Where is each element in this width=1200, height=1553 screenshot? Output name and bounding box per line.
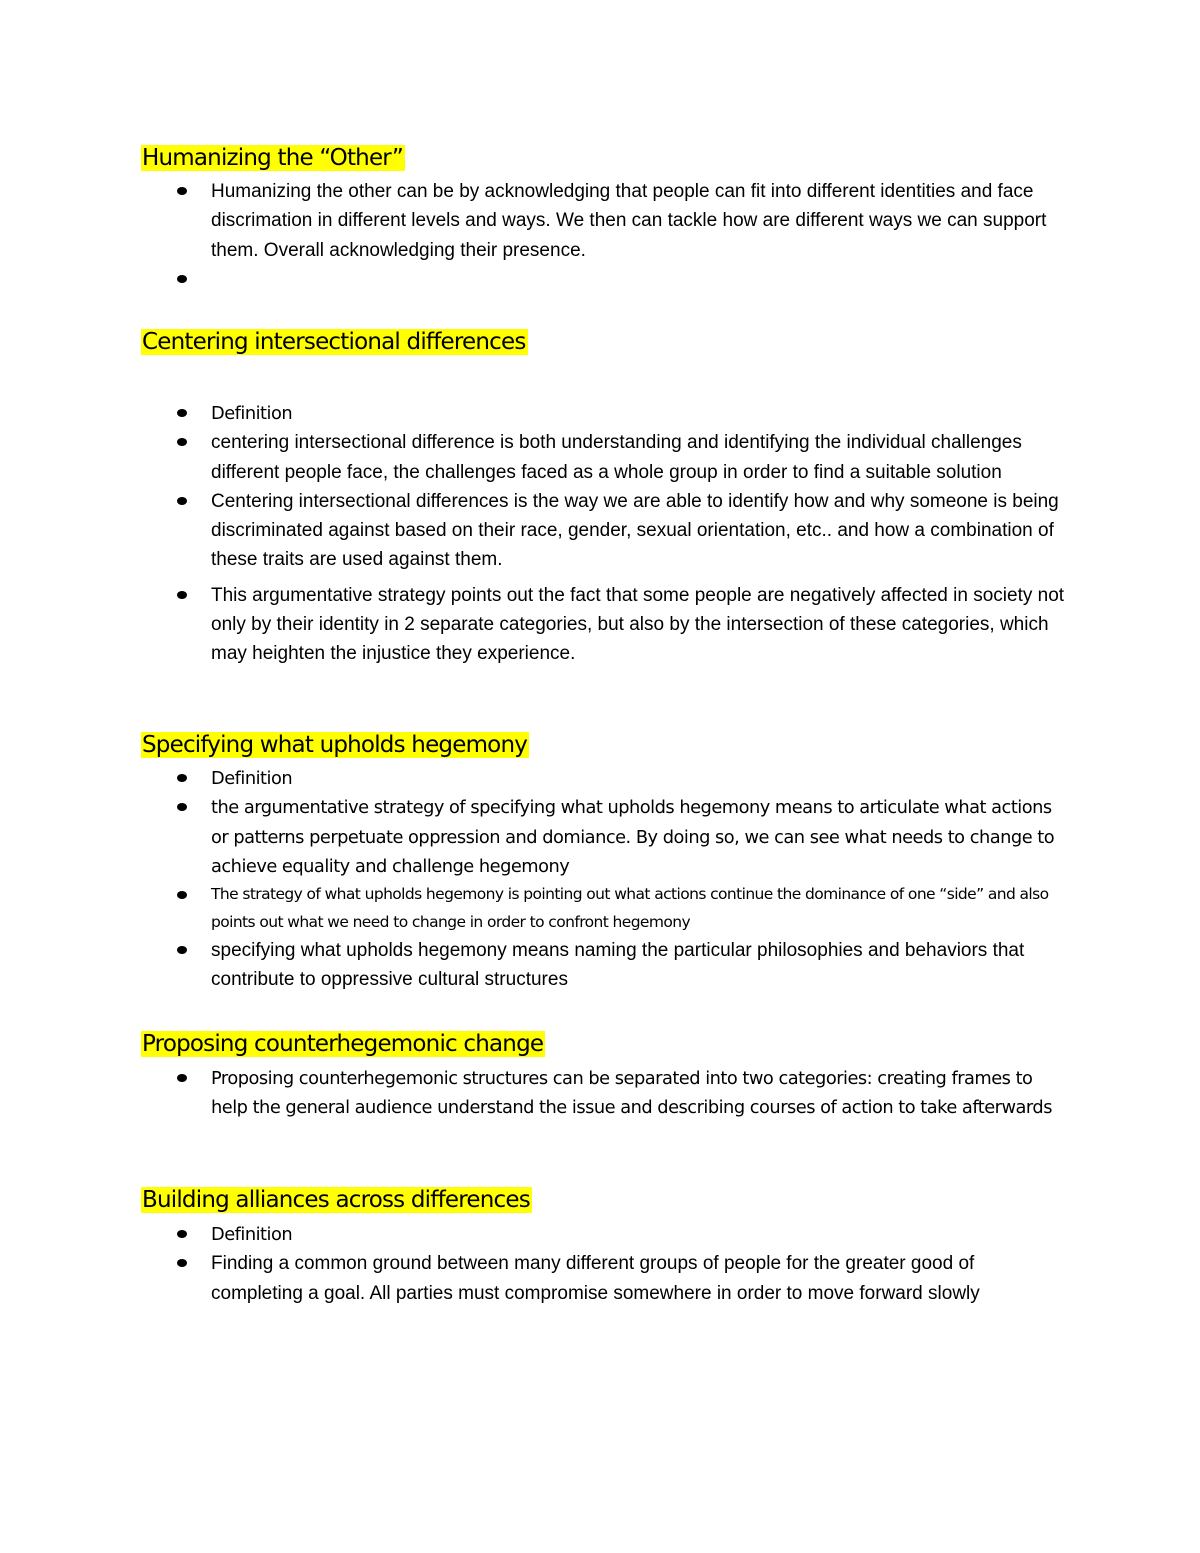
list-item-text: Finding a common ground between many different groups of people for the greater good of completing a goal. All parties must compromise somewhere in order to move forward slowly — [211, 1253, 980, 1304]
bullet-icon — [177, 891, 187, 899]
bullet-icon — [177, 774, 187, 782]
bullet-icon — [177, 497, 187, 505]
highlighted-heading-text: Specifying what upholds hegemony — [142, 732, 528, 758]
bullet-list-humanizing — [0, 177, 1200, 294]
list-item-text: Definition — [211, 403, 293, 424]
bullet-icon — [177, 803, 187, 811]
bullet-icon — [177, 591, 187, 599]
list-item-text: the argumentative strategy of specifying what upholds hegemony means to articulate what actions or patterns perpetuate oppression and domiance. By doing so, we can see what needs to change to achieve equality and challenge hegemony — [211, 797, 1055, 877]
highlighted-heading-text: Centering intersectional differences — [142, 329, 526, 355]
bullet-icon — [177, 438, 187, 446]
list-item-empty — [0, 265, 1071, 294]
list-item — [0, 177, 1071, 265]
list-item-text: Centering intersectional differences is the way we are able to identify how and why someone is being discriminated against based on their race, gender, sexual orientation, etc.. and how a combination of these traits are used against them. — [211, 490, 1059, 571]
bullet-icon — [177, 187, 187, 195]
bullet-icon — [177, 275, 187, 283]
bullet-icon — [177, 1230, 187, 1238]
list-item — [0, 428, 1071, 487]
list-item-text: This argumentative strategy points out the fact that some people are negatively affected in society not only by their identity in 2 separate categories, but also by the intersection of these categories, which may heighten the injustice they experience. — [211, 584, 1065, 665]
section-heading-humanizing — [141, 143, 405, 173]
list-item-text: centering intersectional difference is both understanding and identifying the individual challenges different people face, the challenges faced as a whole group in order to find a suitable solution — [211, 432, 1022, 483]
bullet-icon — [177, 1074, 187, 1082]
bullet-list-specifying — [0, 764, 1200, 995]
list-item — [0, 1064, 1071, 1123]
list-item-text: specifying what upholds hegemony means naming the particular philosophies and behaviors that contribute to oppressive cultural structures — [211, 940, 1025, 991]
bullet-icon — [177, 409, 187, 417]
list-item-text: Definition — [211, 1224, 293, 1245]
section-heading-building — [141, 1185, 532, 1215]
bullet-list-building — [0, 1220, 1200, 1308]
bullet-icon — [177, 1259, 187, 1267]
list-item — [0, 581, 1071, 669]
highlighted-heading-text: Humanizing the “Other” — [142, 145, 404, 171]
list-item — [0, 487, 1071, 575]
highlighted-heading-text: Building alliances across differences — [142, 1187, 530, 1213]
list-item — [0, 1249, 1071, 1308]
bullet-icon — [177, 946, 187, 954]
section-heading-specifying — [141, 730, 529, 760]
list-item — [0, 793, 1071, 881]
highlighted-heading-text: Proposing counterhegemonic change — [142, 1031, 544, 1057]
list-item — [0, 936, 1071, 995]
list-item — [0, 399, 1071, 428]
section-heading-proposing — [141, 1029, 545, 1059]
section-heading-centering — [141, 327, 528, 357]
list-item — [0, 1220, 1071, 1249]
list-item — [0, 881, 1071, 936]
bullet-list-centering — [0, 399, 1200, 669]
list-item-text: Humanizing the other can be by acknowledging that people can fit into different identities and face discrimation in different levels and ways. We then can tackle how are different ways we can support them. Overall acknowledging their presence. — [211, 181, 1047, 261]
list-item-text: The strategy of what upholds hegemony is pointing out what actions continue the dominance of one “side” and also points out what we need to change in order to confront hegemony — [211, 885, 1049, 931]
bullet-list-proposing — [0, 1064, 1200, 1123]
list-item — [0, 764, 1071, 793]
list-item-text: Proposing counterhegemonic structures can be separated into two categories: creating frames to help the general audience understand the issue and describing courses of action to take afterwards — [211, 1068, 1052, 1119]
list-item-text: Definition — [211, 768, 293, 789]
